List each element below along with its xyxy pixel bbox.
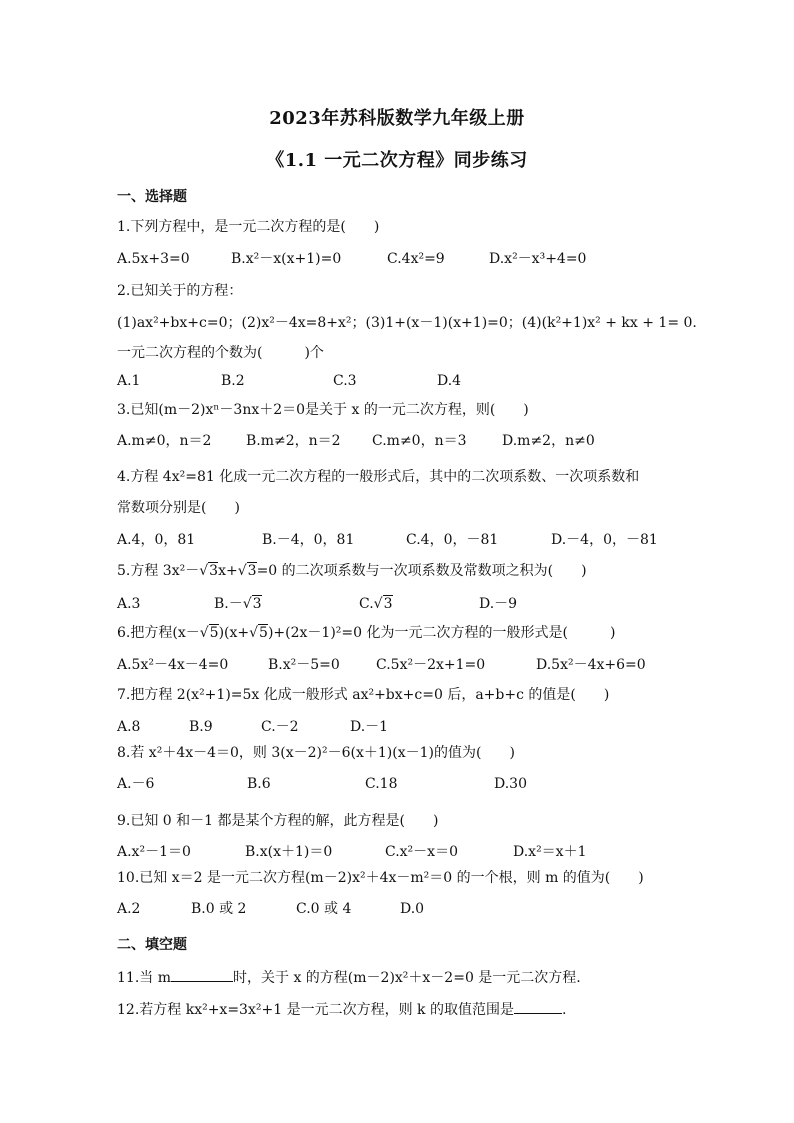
option-a[interactable]: A.8	[117, 719, 141, 735]
question-3-stem: 3.已知(m－2)xⁿ－3nx＋2＝0是关于 x 的一元二次方程，则( )	[117, 402, 529, 418]
option-b[interactable]: B.－4，0，81	[262, 532, 355, 548]
question-8-stem: 8.若 x²＋4x－4＝0，则 3(x－2)²－6(x＋1)(x－1)的值为( )	[117, 745, 515, 761]
answer-blank[interactable]	[171, 969, 233, 982]
option-d[interactable]: D.x²＝x＋1	[513, 844, 587, 860]
option-c[interactable]: C.4x²=9	[387, 251, 445, 267]
question-3-options	[117, 430, 595, 450]
option-d[interactable]: D.5x²－4x+6=0	[536, 657, 646, 673]
option-a[interactable]: A.5x+3=0	[117, 251, 190, 267]
question-12: 12.若方程 kx²+x=3x²+1 是一元二次方程，则 k 的取值范围是 .	[117, 1002, 567, 1018]
section-heading-choice: 一、选择题	[117, 189, 187, 205]
option-c[interactable]: C.0 或 4	[296, 901, 352, 917]
option-a[interactable]: A.x²－1＝0	[117, 844, 191, 860]
question-4-stem: 4.方程 4x²=81 化成一元二次方程的一般形式后，其中的二次项系数、一次项系数和	[117, 469, 640, 485]
page-title: 2023年苏科版数学九年级上册	[269, 108, 525, 129]
sqrt-radicand: 5	[259, 625, 268, 641]
option-b[interactable]: B.m≠2，n＝2	[246, 433, 341, 449]
question-2-equations: (1)ax²+bx+c=0；(2)x²－4x=8+x²；(3)1+(x－1)(x+1)=0；(4)(k²+1)x² + kx + 1= 0.	[117, 315, 697, 331]
question-4-options	[117, 529, 658, 549]
question-8-options	[117, 773, 527, 793]
question-5-options	[117, 593, 517, 613]
question-5-stem: 5.方程 3x²－√3x+√3=0 的二次项系数与一次项系数及常数项之积为( )	[117, 563, 587, 579]
option-c[interactable]: C.3	[333, 373, 357, 389]
option-d[interactable]: D.4	[437, 373, 462, 389]
sqrt-radicand: 5	[209, 625, 219, 641]
option-c[interactable]: C.18	[365, 776, 398, 792]
question-7-options	[117, 716, 388, 736]
question-9-options	[117, 841, 587, 861]
option-b[interactable]: B.x(x＋1)＝0	[245, 844, 333, 860]
question-10-options	[117, 898, 424, 918]
question-1-stem: 1.下列方程中，是一元二次方程的是( )	[117, 219, 380, 235]
option-b[interactable]: B.6	[247, 776, 271, 792]
option-b[interactable]: B.x²－x(x+1)=0	[231, 251, 342, 267]
option-c[interactable]: C.x²－x＝0	[385, 844, 458, 860]
question-6-stem: 6.把方程(x－√5)(x+√5)+(2x－1)²=0 化为一元二次方程的一般形式是( )	[117, 625, 616, 641]
answer-blank[interactable]	[514, 1001, 562, 1014]
option-a[interactable]: A.4，0，81	[117, 532, 196, 548]
option-b[interactable]: B.x²－5=0	[268, 657, 340, 673]
question-7-stem: 7.把方程 2(x²+1)=5x 化成一般形式 ax²+bx+c=0 后，a+b+c 的值是( )	[117, 687, 610, 703]
option-a[interactable]: A.m≠0，n＝2	[117, 433, 212, 449]
question-9-stem: 9.已知 0 和－1 都是某个方程的解，此方程是( )	[117, 813, 439, 829]
option-a[interactable]: A.5x²－4x－4=0	[117, 657, 229, 673]
option-c[interactable]: C.5x²－2x+1=0	[376, 657, 486, 673]
option-d[interactable]: D.－1	[350, 719, 389, 735]
option-d[interactable]: D.0	[400, 901, 425, 917]
question-2-options	[117, 373, 461, 389]
sqrt-radicand: 3	[247, 563, 257, 579]
option-c[interactable]: C.m≠0，n＝3	[372, 433, 467, 449]
option-b[interactable]: B.－√3	[214, 596, 262, 612]
question-1-options	[117, 248, 586, 268]
question-11: 11.当 m 时，关于 x 的方程(m－2)x²＋x－2=0 是一元二次方程.	[117, 970, 581, 986]
option-a[interactable]: A.－6	[117, 776, 155, 792]
option-a[interactable]: A.3	[117, 596, 141, 612]
option-b[interactable]: B.0 或 2	[191, 901, 247, 917]
question-2-prompt: 一元二次方程的个数为( )个	[117, 345, 324, 361]
option-a[interactable]: A.2	[117, 901, 141, 917]
option-d[interactable]: D.－4，0，－81	[551, 532, 658, 548]
page-subtitle: 《1.1 一元二次方程》同步练习	[266, 150, 528, 171]
question-4-stem-continued: 常数项分别是( )	[117, 500, 240, 516]
question-6-options	[117, 654, 646, 674]
option-c[interactable]: C.－2	[261, 719, 299, 735]
option-c[interactable]: C.4，0，－81	[406, 532, 499, 548]
sqrt-radicand: 3	[209, 563, 219, 579]
question-10-stem: 10.已知 x＝2 是一元二次方程(m－2)x²＋4x－m²＝0 的一个根，则 m 的值为( )	[117, 870, 644, 886]
option-d[interactable]: D.x²－x³+4=0	[489, 251, 587, 267]
option-d[interactable]: D.30	[494, 776, 527, 792]
option-a[interactable]: A.1	[117, 373, 141, 389]
option-b[interactable]: B.9	[189, 719, 213, 735]
option-d[interactable]: D.m≠2，n≠0	[502, 433, 595, 449]
section-heading-fill-in: 二、填空题	[117, 937, 187, 953]
option-b[interactable]: B.2	[221, 373, 245, 389]
option-c[interactable]: C.√3	[359, 596, 393, 612]
question-2-stem: 2.已知关于的方程：	[117, 283, 243, 299]
option-d[interactable]: D.－9	[479, 596, 518, 612]
